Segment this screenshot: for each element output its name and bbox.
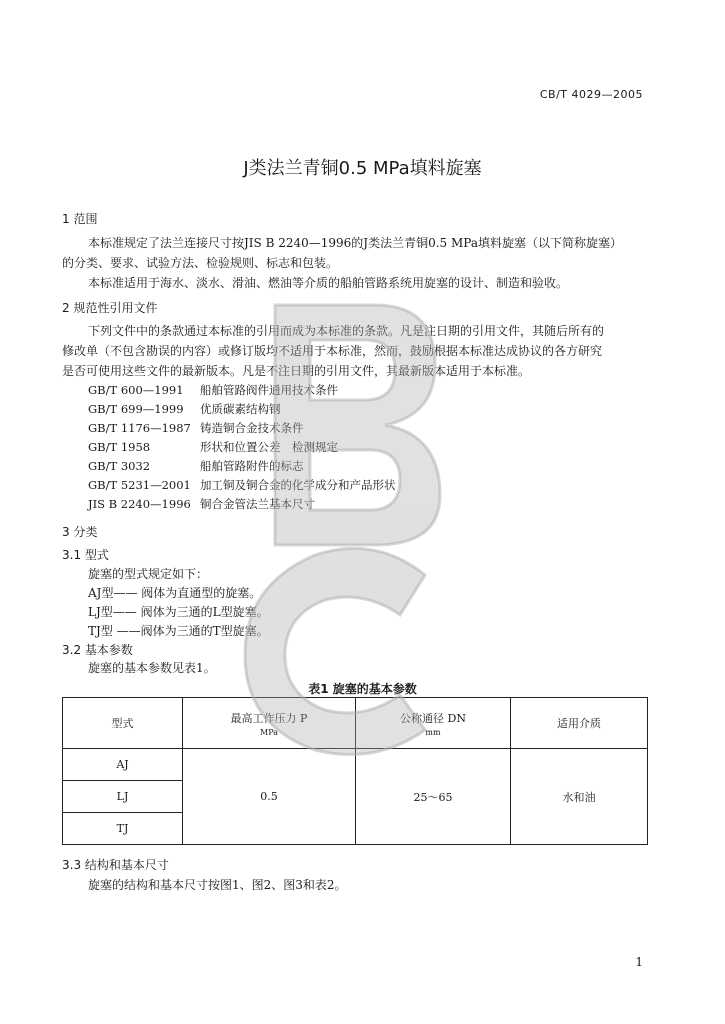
section-1-para-1-cont: 的分类、要求、试验方法、检验规则、标志和包装。	[62, 256, 339, 270]
col-header-type: 型式	[63, 698, 183, 749]
pressure-value: 0.5	[183, 749, 356, 845]
section-3-2-heading: 3.2 基本参数	[62, 643, 133, 657]
reference-item: GB/T 600—1991 船舶管路阀件通用技术条件	[88, 383, 338, 397]
table-row-type: LJ	[63, 781, 183, 813]
section-2-para-line-1: 下列文件中的条款通过本标准的引用而成为本标准的条款。凡是注日期的引用文件，其随后所有的	[88, 324, 605, 338]
section-3-3-heading: 3.3 结构和基本尺寸	[62, 858, 169, 872]
section-3-1-intro: 旋塞的型式规定如下：	[88, 567, 209, 581]
reference-item: GB/T 1958 形状和位置公差 检测规定	[88, 440, 338, 454]
section-2-para-line-3: 是否可使用这些文件的最新版本。凡是不注日期的引用文件，其最新版本适用于本标准。	[62, 364, 531, 378]
type-item-tj: TJ型 ——阀体为三通的T型旋塞。	[88, 624, 269, 638]
reference-item: GB/T 5231—2001 加工铜及铜合金的化学成分和产品形状	[88, 478, 396, 492]
reference-item: GB/T 3032 船舶管路附件的标志	[88, 459, 304, 473]
section-3-1-heading: 3.1 型式	[62, 548, 109, 562]
reference-item: JIS B 2240—1996 铜合金管法兰基本尺寸	[88, 497, 315, 511]
section-1-heading: 1 范围	[62, 212, 98, 226]
standard-number: CB/T 4029—2005	[539, 88, 643, 101]
section-3-heading: 3 分类	[62, 525, 98, 539]
section-3-3-text: 旋塞的结构和基本尺寸按图1、图2、图3和表2。	[88, 878, 347, 892]
page-number: 1	[635, 955, 643, 969]
reference-item: GB/T 699—1999 优质碳素结构钢	[88, 402, 281, 416]
document-title: J类法兰青铜0.5 MPa填料旋塞	[243, 158, 482, 179]
col-header-medium: 适用介质	[511, 698, 648, 749]
section-3-2-intro: 旋塞的基本参数见表1。	[88, 661, 216, 675]
type-item-aj: AJ型—— 阀体为直通型的旋塞。	[88, 586, 262, 600]
section-1-para-2: 本标准适用于海水、淡水、滑油、燃油等介质的船舶管路系统用旋塞的设计、制造和验收。	[88, 276, 569, 290]
section-2-heading: 2 规范性引用文件	[62, 301, 158, 315]
dn-value: 25～65	[356, 749, 511, 845]
section-1-para-1: 本标准规定了法兰连接尺寸按JIS B 2240—1996的J类法兰青铜0.5 MPa填料旋塞（以下简称旋塞）	[88, 236, 622, 250]
reference-item: GB/T 1176—1987 铸造铜合金技术条件	[88, 421, 304, 435]
col-header-pressure: 最高工作压力 P MPa	[183, 698, 356, 749]
table-row-type: TJ	[63, 813, 183, 845]
parameters-table	[62, 697, 648, 845]
type-item-lj: LJ型—— 阀体为三通的L型旋塞。	[88, 605, 269, 619]
table-caption: 表1 旋塞的基本参数	[308, 682, 417, 696]
table-row-type: AJ	[63, 749, 183, 781]
section-2-para-line-2: 修改单（不包含勘误的内容）或修订版均不适用于本标准，然而，鼓励根据本标准达成协议的各方研究	[62, 344, 603, 358]
medium-value: 水和油	[511, 749, 648, 845]
col-header-dn: 公称通径 DN mm	[356, 698, 511, 749]
